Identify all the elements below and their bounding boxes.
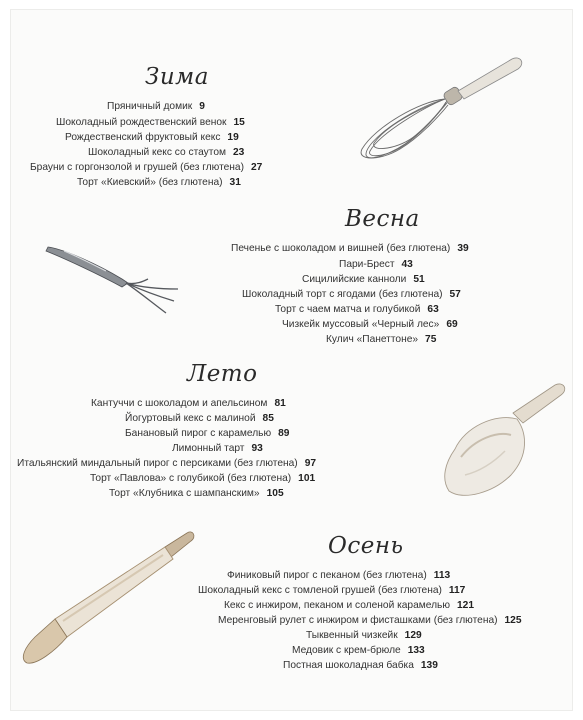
list-item[interactable]: Рождественский фруктовый кекс 19 — [65, 132, 239, 143]
list-item[interactable]: Финиковый пирог с пеканом (без глютена) 113 — [227, 570, 451, 581]
list-item[interactable]: Шоколадный кекс со стаутом 23 — [88, 147, 245, 158]
list-item[interactable]: Торт «Павлова» с голубикой (без глютена) 101 — [90, 473, 316, 484]
list-item[interactable]: Кантуччи с шоколадом и апельсином 81 — [91, 398, 286, 409]
list-item[interactable]: Печенье с шоколадом и вишней (без глютена) 39 — [231, 243, 469, 254]
list-item[interactable]: Кекс с инжиром, пеканом и соленой карамелью 121 — [224, 600, 474, 611]
list-item[interactable]: Торт «Киевский» (без глютена) 31 — [77, 177, 241, 188]
list-item[interactable]: Торт с чаем матча и голубикой 63 — [275, 304, 439, 315]
list-item[interactable]: Меренговый рулет с инжиром и фисташками (без глютена) 125 — [218, 615, 522, 626]
list-item[interactable]: Шоколадный кекс с томленой грушей (без глютена) 117 — [198, 585, 466, 596]
list-item[interactable]: Банановый пирог с карамелью 89 — [125, 428, 290, 439]
list-item[interactable]: Пари-Брест 43 — [339, 259, 413, 270]
rolling-pin-icon — [15, 529, 200, 679]
section-title-spring: Весна — [345, 206, 420, 232]
list-item[interactable]: Медовик с крем-брюле 133 — [292, 645, 425, 656]
section-title-summer: Лето — [187, 361, 258, 387]
list-item[interactable]: Сицилийские канноли 51 — [302, 274, 425, 285]
list-item[interactable]: Тыквенный чизкейк 129 — [306, 630, 422, 641]
list-item[interactable]: Шоколадный рождественский венок 15 — [56, 117, 245, 128]
section-title-autumn: Осень — [328, 533, 404, 559]
contents-page — [10, 9, 573, 711]
list-item[interactable]: Чизкейк муссовый «Черный лес» 69 — [282, 319, 458, 330]
fork-icon — [44, 239, 184, 319]
list-item[interactable]: Торт «Клубника с шампанским» 105 — [109, 488, 284, 499]
list-item[interactable]: Кулич «Панеттоне» 75 — [326, 334, 437, 345]
whisk-icon — [350, 49, 525, 169]
list-item[interactable]: Шоколадный торт с ягодами (без глютена) 57 — [242, 289, 461, 300]
list-item[interactable]: Лимонный тарт 93 — [172, 443, 263, 454]
list-item[interactable]: Пряничный домик 9 — [107, 101, 205, 112]
list-item[interactable]: Постная шоколадная бабка 139 — [283, 660, 438, 671]
list-item[interactable]: Брауни с горгонзолой и грушей (без глютена) 27 — [30, 162, 263, 173]
scoop-icon — [435, 379, 570, 509]
list-item[interactable]: Итальянский миндальный пирог с персиками (без глютена) 97 — [17, 458, 317, 469]
list-item[interactable]: Йогуртовый кекс с малиной 85 — [125, 413, 274, 424]
section-title-winter: Зима — [145, 64, 209, 90]
